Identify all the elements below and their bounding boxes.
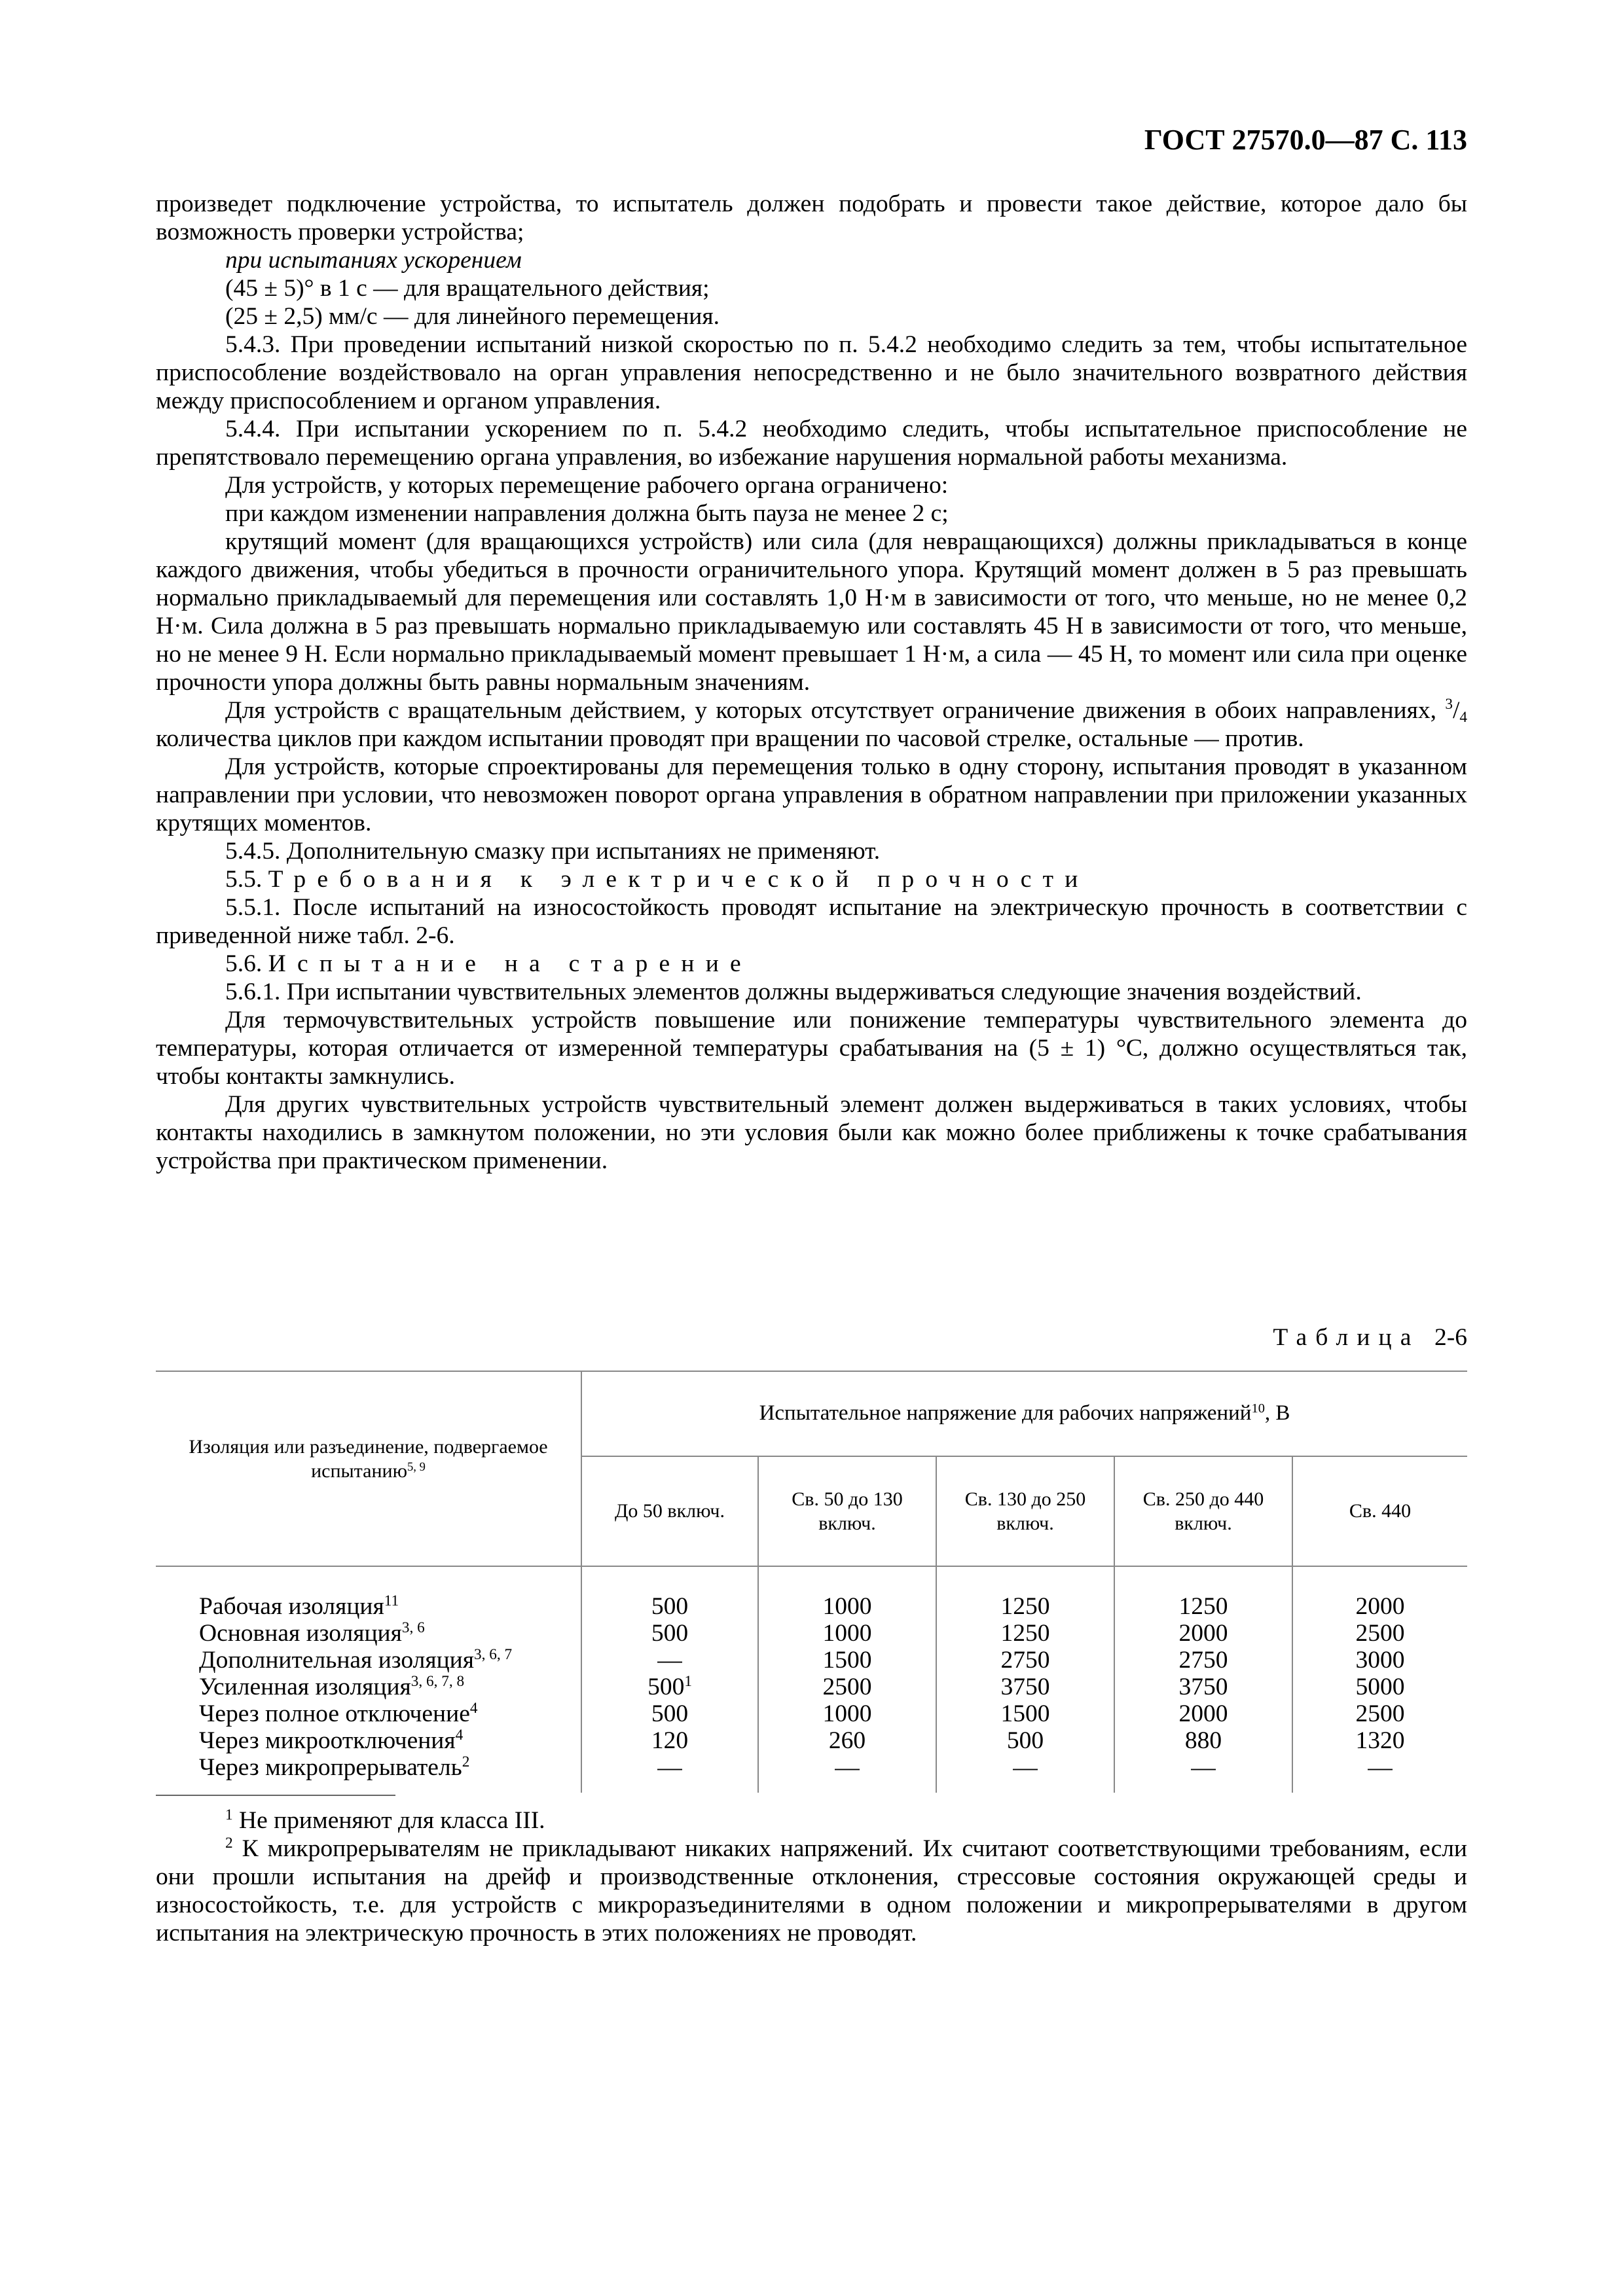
row-footnote-ref: 4 [469, 1700, 478, 1717]
section-number: 5.5. [225, 866, 263, 893]
table-cell: 1500 [936, 1700, 1114, 1727]
row-footnote-ref: 3, 6 [401, 1619, 425, 1637]
paragraph-part: Для устройств с вращательным действием, у которых отсутствует ограничение движения в обоих направлениях, [225, 697, 1436, 724]
paragraph: при каждом изменении направления должна быть пауза не менее 2 с; [225, 500, 949, 527]
row-footnote-ref: 3, 6, 7 [473, 1646, 513, 1664]
table-cell: 1250 [1114, 1593, 1292, 1620]
table-caption-number: 2-6 [1434, 1324, 1467, 1351]
table-cell: 1320 [1292, 1727, 1467, 1754]
paragraph-part: количества циклов при каждом испытании проводят при вращении по часовой стрелке, остальные — против. [156, 725, 1304, 752]
row-name: Через микропрерыватель$^2$ [199, 1753, 470, 1781]
table-row [156, 1593, 1467, 1620]
header-footnote-ref: 10 [1251, 1401, 1265, 1416]
table-cell: 500 [936, 1727, 1114, 1754]
table-cell: — [936, 1754, 1114, 1781]
table-cell: 500 [581, 1620, 758, 1647]
fraction-numerator: 3 [1445, 696, 1453, 713]
table-cell: — [581, 1754, 758, 1781]
row-name: Основная изоляция$^{3, 6}$ [199, 1619, 425, 1647]
header-footnote-ref: 5, 9 [407, 1460, 426, 1474]
table-cell: 3000 [1292, 1647, 1467, 1674]
paragraph: при испытаниях ускорением [225, 247, 522, 274]
row-footnote-ref: 3, 6, 7, 8 [410, 1673, 465, 1691]
header-insulation: Изоляция или разъединение, подвергаемое испытанию$^{5, 9}$ [189, 1436, 548, 1482]
section-title: Требования к электрической прочности [268, 866, 1089, 893]
table-cell: 2500 [1292, 1700, 1467, 1727]
row-footnote-ref: 4 [455, 1727, 464, 1744]
col-header: Св. 50 до 130 включ. [758, 1456, 936, 1566]
fraction-denominator: 4 [1459, 708, 1468, 726]
table-cell: 2500 [1292, 1620, 1467, 1647]
footnote-mark: 1 [225, 1806, 233, 1824]
voltage-table [156, 1371, 1467, 1793]
table-cell: 1500 [758, 1647, 936, 1674]
paragraph: 5.4.3. При проведении испытаний низкой скоростью по п. 5.4.2 необходимо следить за тем, чтобы испытательное приспособление воздействовало на орган управления непосредственно и не было значительного возвратного действия между приспособлением и органом управления. [156, 331, 1467, 414]
col-header: Св. 130 до 250 включ. [936, 1456, 1114, 1566]
page-header: ГОСТ 27570.0—87 С. 113 [1144, 124, 1467, 156]
table-cell: 1000 [758, 1593, 936, 1620]
table-row [156, 1647, 1467, 1674]
col-header: Св. 250 до 440 включ. [1114, 1456, 1292, 1566]
section-number: 5.6. [225, 950, 263, 977]
paragraph [156, 696, 1467, 753]
table-cell: — [758, 1754, 936, 1781]
table-cell: 3750 [936, 1674, 1114, 1700]
table-row [156, 1700, 1467, 1727]
row-footnote-ref: 2 [462, 1753, 470, 1771]
paragraph: (25 ± 2,5) мм/с — для линейного перемещения. [225, 303, 720, 330]
table-cell: 1250 [936, 1620, 1114, 1647]
table-cell: 5000 [1292, 1674, 1467, 1700]
table-row [156, 1674, 1467, 1700]
footnote: $^2$ К микропрерывателям не прикладывают никаких напряжений. Их считают соответствующими требованиям, если они прошли испытания на дрейф и производственные отклонения, стрессовые состояния окружающей среды и износостойкость, т.е. для устройств с микроразъединителями в одном положении и микропрерывателями в другом испытания на электрическую прочность в этих положениях не проводят. [156, 1835, 1467, 1946]
row-name: Дополнительная изоляция$^{3, 6, 7}$ [199, 1646, 513, 1674]
paragraph: 5.4.4. При испытании ускорением по п. 5.4.2 необходимо следить, чтобы испытательное приспособление не препятствовало перемещению органа управления, во избежание нарушения нормальной работы механизма. [156, 416, 1467, 471]
fraction: $^3/_4$ [1445, 696, 1468, 726]
table-cell: 880 [1114, 1727, 1292, 1754]
table-cell: — [1114, 1754, 1292, 1781]
table-cell: 2000 [1114, 1700, 1292, 1727]
table-cell: 1000 [758, 1620, 936, 1647]
footnotes [156, 1806, 1467, 1947]
cell-footnote-ref: 1 [684, 1673, 692, 1691]
col-header: До 50 включ. [581, 1456, 758, 1566]
table-cell: $500^1$ [581, 1674, 758, 1700]
paragraph: Для устройств, которые спроектированы для перемещения только в одну сторону, испытания проводят в указанном направлении при условии, что невозможен поворот органа управления в обратном направлении при приложении указанных крутящих моментов. [156, 753, 1467, 836]
table-cell: 2000 [1292, 1593, 1467, 1620]
section-heading [156, 950, 1467, 978]
footnote-divider [156, 1795, 395, 1796]
table-row [156, 1727, 1467, 1754]
table-cell: — [1292, 1754, 1467, 1781]
section-heading [156, 865, 1467, 893]
paragraph: 5.4.5. Дополнительную смазку при испытаниях не применяют. [225, 838, 881, 865]
row-name: Усиленная изоляция$^{3, 6, 7, 8}$ [199, 1673, 465, 1700]
row-name: Рабочая изоляция$^{11}$ [199, 1592, 399, 1620]
table-cell: 2500 [758, 1674, 936, 1700]
paragraph: произведет подключение устройства, то испытатель должен подобрать и провести такое действие, которое дало бы возможность проверки устройства; [156, 190, 1467, 245]
col-header: Св. 440 [1292, 1456, 1467, 1566]
table-caption-word: Таблица [1273, 1324, 1420, 1351]
table-cell: 500 [581, 1700, 758, 1727]
table-row [156, 1754, 1467, 1781]
table-cell: 2750 [1114, 1647, 1292, 1674]
table-cell: 260 [758, 1727, 936, 1754]
table-cell: 1000 [758, 1700, 936, 1727]
row-name: Через полное отключение$^4$ [199, 1700, 478, 1727]
row-footnote-ref: 11 [384, 1592, 399, 1610]
footnote: $^1$ Не применяют для класса III. [225, 1806, 545, 1834]
paragraph: Для устройств, у которых перемещение рабочего органа ограничено: [225, 472, 949, 499]
row-name: Через микроотключения$^4$ [199, 1727, 464, 1754]
paragraph: Для термочувствительных устройств повышение или понижение температуры чувствительного элемента до температуры, которая отличается от измеренной температуры срабатывания на (5 ± 1) °С, должно осуществляться так, чтобы контакты замкнулись. [156, 1007, 1467, 1090]
table-row [156, 1620, 1467, 1647]
table-cell: 2000 [1114, 1620, 1292, 1647]
table-cell: 2750 [936, 1647, 1114, 1674]
paragraph: 5.6.1. При испытании чувствительных элементов должны выдерживаться следующие значения воздействий. [225, 978, 1362, 1005]
table-cell: — [581, 1647, 758, 1674]
paragraph: крутящий момент (для вращающихся устройств) или сила (для невращающихся) должны прикладываться в конце каждого движения, чтобы убедиться в прочности ограничительного упора. Крутящий момент должен в 5 раз превышать нормально прикладываемый для перемещения или составлять 1,0 Н·м в зависимости от того, что меньше, но не менее 0,2 Н·м. Сила должна в 5 раз превышать нормально прикладываемую или составлять 45 Н в зависимости от того, что меньше, но не менее 9 Н. Если нормально прикладываемый момент превышает 1 Н·м, а сила — 45 Н, то момент или сила при оценке прочности упора должны быть равны нормальным значениям. [156, 528, 1467, 696]
table-caption [156, 1323, 1467, 1352]
table-cell: 3750 [1114, 1674, 1292, 1700]
paragraph: Для других чувствительных устройств чувствительный элемент должен выдерживаться в таких условиях, чтобы контакты находились в замкнутом положении, но эти условия были как можно более приближены к точке срабатывания устройства при практическом применении. [156, 1091, 1467, 1174]
footnote-mark: 2 [225, 1835, 233, 1852]
body-text [156, 190, 1467, 1175]
paragraph: 5.5.1. После испытаний на износостойкость проводят испытание на электрическую прочность в соответствии с приведенной ниже табл. 2-6. [156, 894, 1467, 949]
header-test-voltage: Испытательное напряжение для рабочих напряжений$^{10}$, В [581, 1371, 1467, 1456]
paragraph: (45 ± 5)° в 1 с — для вращательного действия; [225, 275, 710, 302]
table-cell: 500 [581, 1593, 758, 1620]
section-title: Испытание на старение [268, 950, 752, 977]
table-cell: 1250 [936, 1593, 1114, 1620]
table-cell: 120 [581, 1727, 758, 1754]
